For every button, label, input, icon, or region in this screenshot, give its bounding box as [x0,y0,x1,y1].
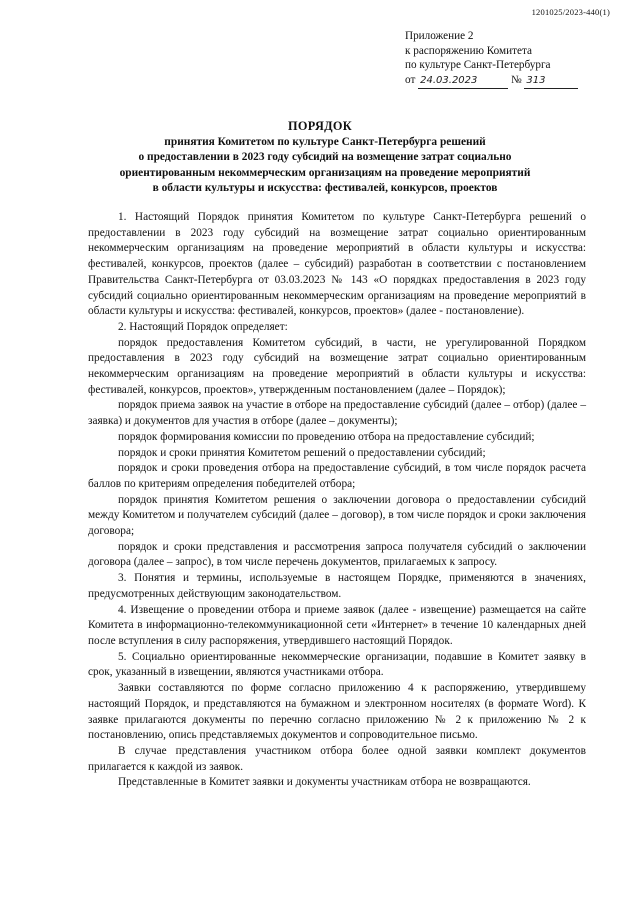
appendix-line: к распоряжению Комитета [405,44,532,57]
paragraph: 2. Настоящий Порядок определяет: [118,320,288,333]
appendix-line: по культуре Санкт-Петербурга [405,59,551,72]
paragraph: Заявки составляются по форме согласно приложению 4 к распоряжению, утвердившему настоящий Порядок, и представляются на бумажном и электронном носителях (в формате Word). К заявке прилагаются документы по перечню согласно приложению № 2 к приложению № 2 к постановлению, опись представляемых документов и сопроводительное письмо. [88,682,586,742]
handwritten-date: 24.03.2023 [420,74,478,86]
number-label: № [510,73,522,86]
subtitle-line: принятия Комитетом по культуре Санкт-Петербурга решений [164,136,486,148]
date-field [418,73,508,90]
document-id: 1201025/2023-440(1) [531,7,610,17]
paragraph: порядок приема заявок на участие в отборе на предоставление субсидий (далее – отбор) (далее – заявка) и документов для участия в отборе (далее – документы); [88,399,586,428]
paragraph: В случае представления участником отбора более одной заявки комплект документов прилагается к каждой из заявок. [88,744,586,773]
document-title: ПОРЯДОК [288,119,352,133]
appendix-date-row [405,73,578,90]
paragraph: порядок принятия Комитетом решения о заключении договора о предоставлении субсидий между Комитетом и получателем субсидий (далее – договор), в том числе порядок и сроки заключения договора; [88,493,586,538]
paragraph: порядок и сроки принятия Комитетом решений о предоставлении субсидий; [118,446,486,459]
document-subtitle [82,135,568,197]
paragraph: 3. Понятия и термины, используемые в настоящем Порядке, применяются в значениях, предусмотренных действующим законодательством. [88,572,586,600]
paragraph: порядок и сроки представления и рассмотрения запроса получателя субсидий о заключении договора (далее – запрос), в том числе перечень документов, прилагаемых к запросу. [88,540,586,569]
appendix-line: Приложение 2 [405,30,474,42]
paragraph: порядок и сроки проведения отбора на предоставление субсидий, в том числе порядок расчета баллов по критериям определения победителей отбора; [88,462,586,490]
from-label: от [405,73,416,86]
document-body [88,210,586,791]
subtitle-line: ориентированным некоммерческим организациям на проведение мероприятий [119,166,531,179]
paragraph: 1. Настоящий Порядок принятия Комитетом по культуре Санкт-Петербурга решений о предоставлении в 2023 году субсидий на возмещение затрат социально ориентированным некоммерческим организациям на проведение мероприятий в области культуры и искусства: фестивалей, конкурсов, проектов (далее – субсидий) разработан в соответствии с постановлением Правительства Санкт-Петербурга от 03.03.2023 № 143 «О порядках предоставления в 2023 году субсидий социально ориентированным некоммерческим организациям на проведение мероприятий в области культуры и искусства: фестивалей, конкурсов, проектов» (далее - постановление). [88,211,586,318]
subtitle-line: о предоставлении в 2023 году субсидий на возмещение затрат социально [138,151,512,164]
paragraph: 5. Социально ориентированные некоммерческие организации, подавшие в Комитет заявку в срок, указанный в извещении, являются участниками отбора. [88,650,586,679]
paragraph: порядок формирования комиссии по проведению отбора на предоставление субсидий; [118,430,535,443]
handwritten-number: 313 [526,74,546,86]
paragraph: порядок предоставления Комитетом субсидий, в части, не урегулированной Порядком предоставления в 2023 году субсидий на возмещение затрат социально ориентированным некоммерческим организациям на проведение мероприятий в области культуры и искусства: фестивалей, конкурсов, проектов», утвержденным постановлением (далее – Порядок); [88,336,586,396]
subtitle-line: в области культуры и искусства: фестивалей, конкурсов, проектов [152,182,498,195]
number-field [524,73,578,90]
paragraph: 4. Извещение о проведении отбора и приеме заявок (далее - извещение) размещается на сайте Комитета в информационно-телекоммуникационной сети «Интернет» в течение 10 календарных дней после вступления в силу распоряжения, утвердившего настоящий Порядок. [88,603,586,647]
paragraph: Представленные в Комитет заявки и документы участникам отбора не возвращаются. [118,776,531,789]
appendix-block [405,29,578,89]
